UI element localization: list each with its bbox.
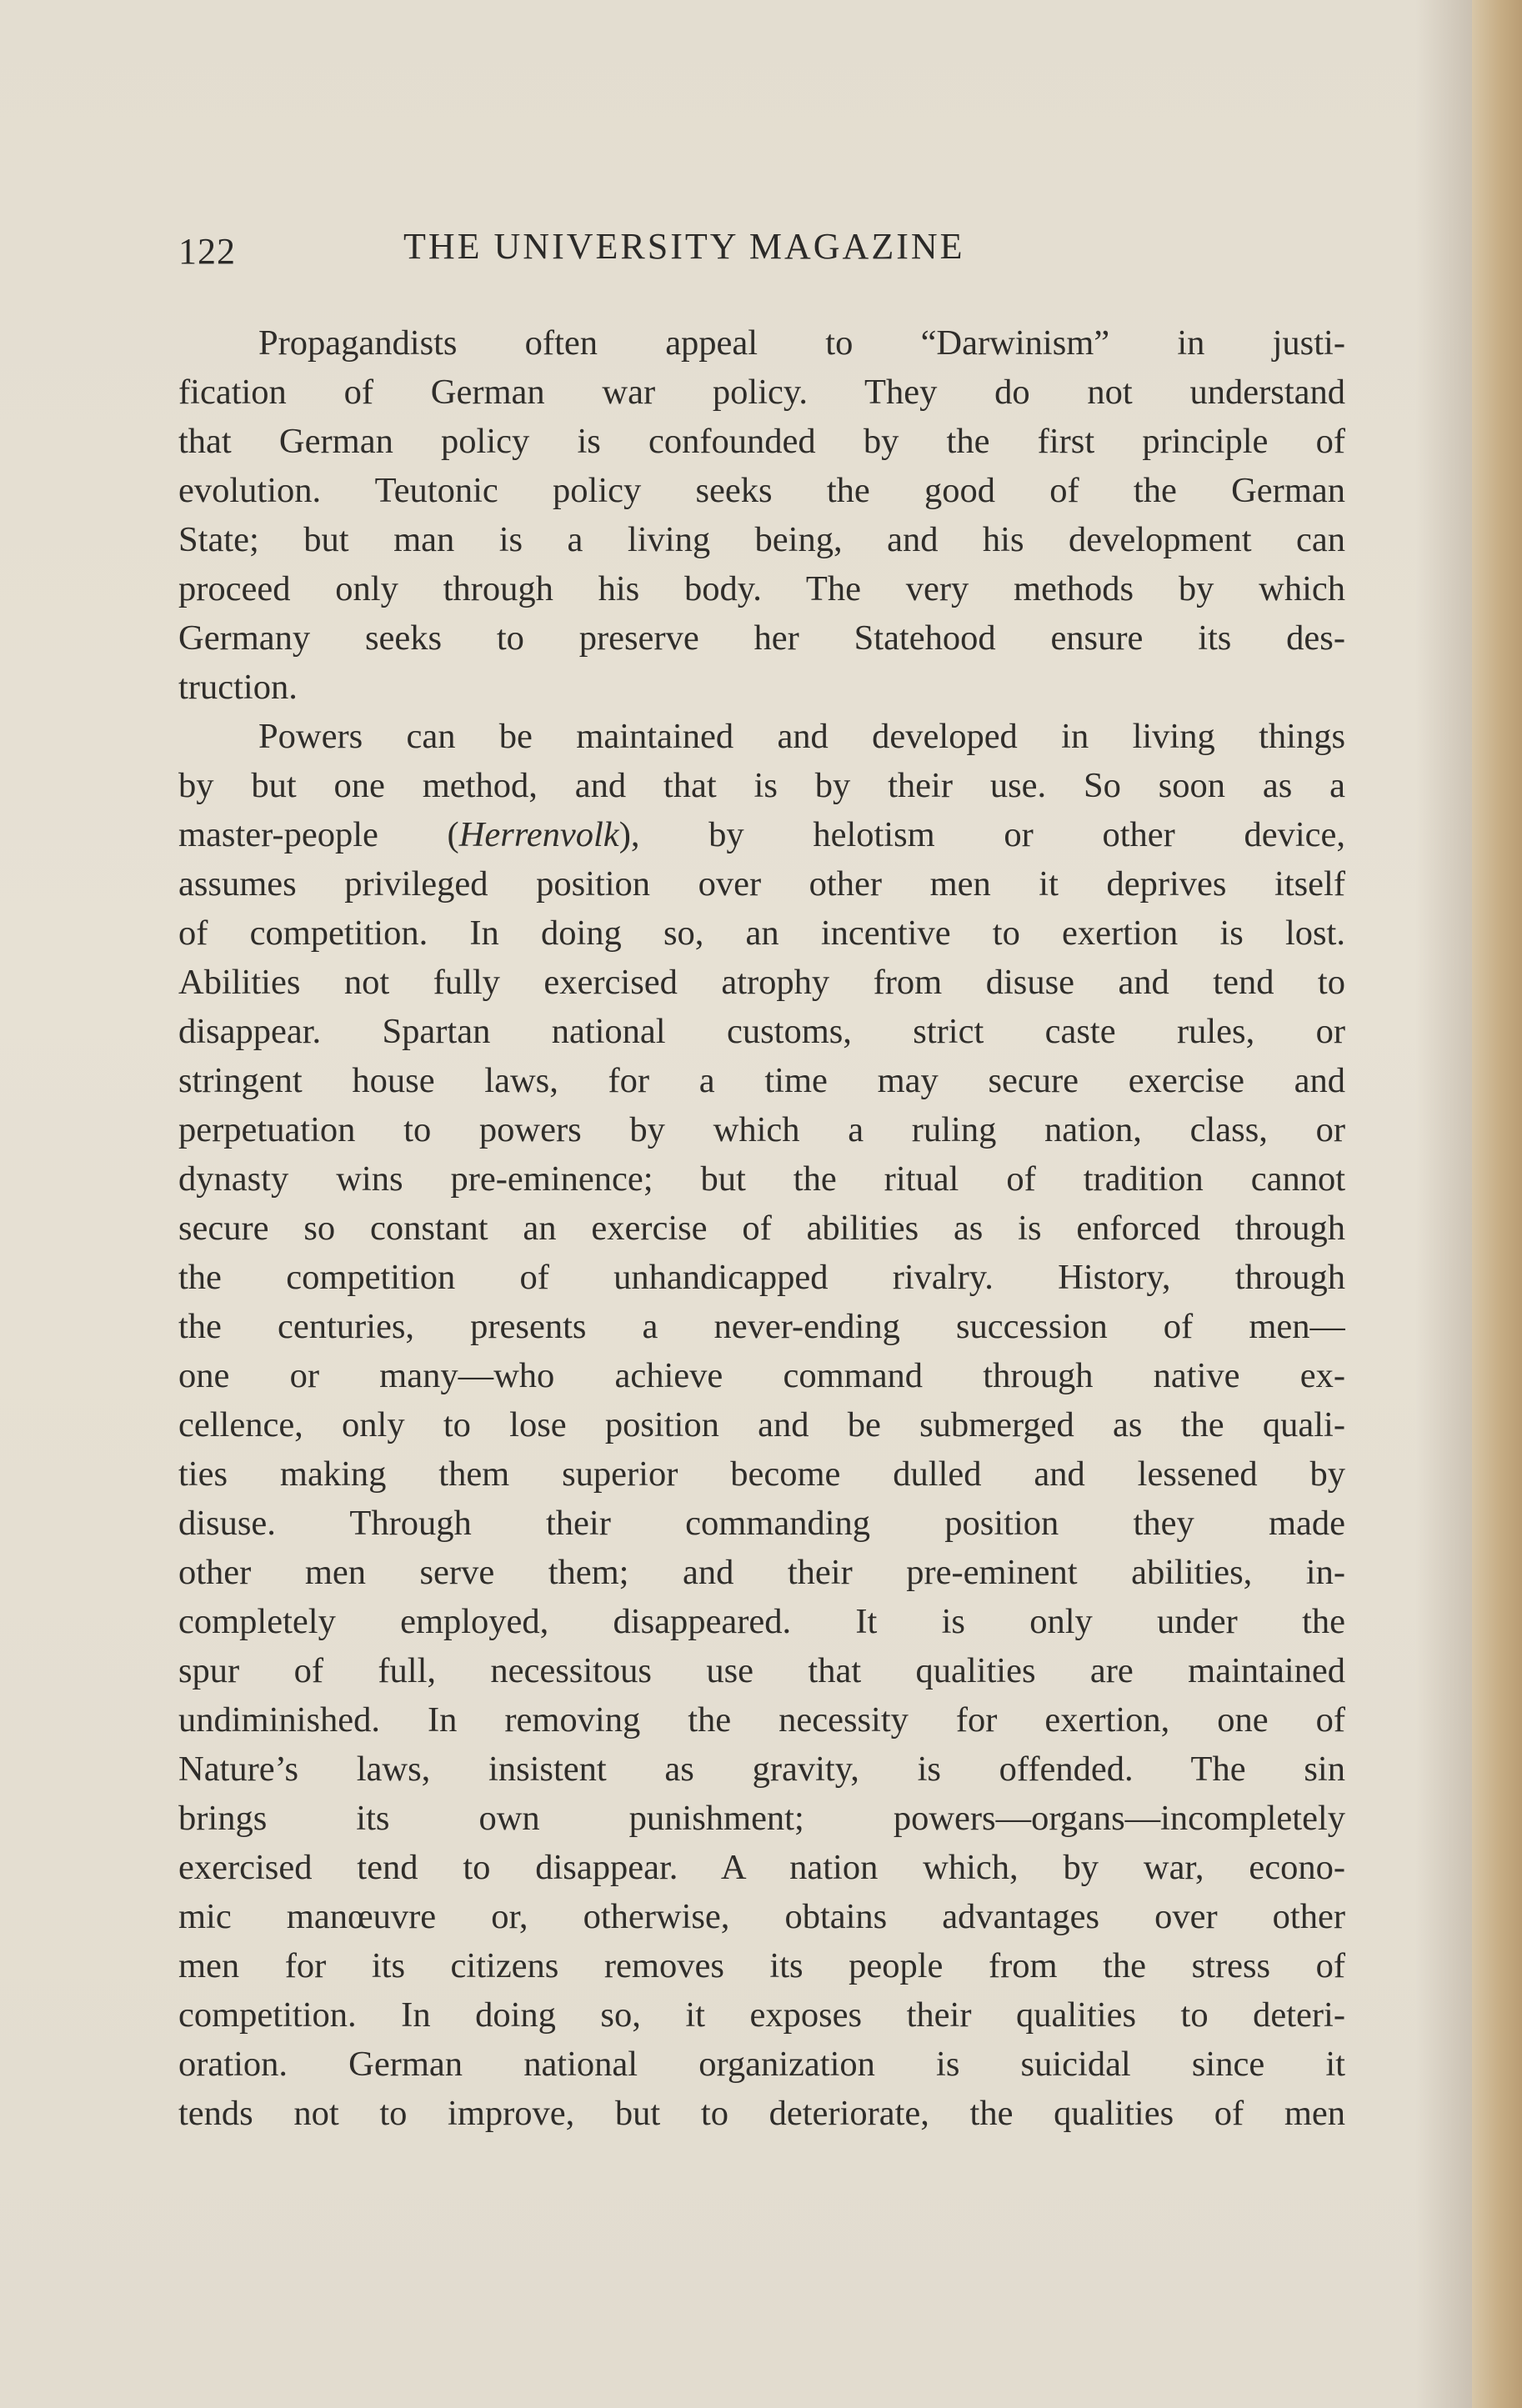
- text-line: Germany seeks to preserve her Statehood ensure its des-: [178, 618, 1345, 658]
- text-line: tends not to improve, but to deteriorate, the qualities of men: [178, 2094, 1345, 2133]
- text-segment: master-people (: [178, 815, 459, 854]
- text-line: stringent house laws, for a time may secure exercise and: [178, 1061, 1345, 1100]
- text-line: secure so constant an exercise of abilities as is enforced through: [178, 1209, 1345, 1248]
- text-line: truction.: [178, 668, 298, 707]
- text-line: Powers can be maintained and developed in living things: [258, 717, 1345, 756]
- text-line: one or many—who achieve command through native ex-: [178, 1356, 1345, 1395]
- text-line-with-italic: [178, 810, 1345, 859]
- text-line: disuse. Through their commanding position they made: [178, 1504, 1345, 1543]
- text-line: dynasty wins pre-eminence; but the ritual of tradition cannot: [178, 1159, 1345, 1199]
- text-line: Nature’s laws, insistent as gravity, is offended. The sin: [178, 1750, 1345, 1789]
- text-line: the centuries, presents a never-ending succession of men—: [178, 1307, 1345, 1346]
- running-head: THE UNIVERSITY MAGAZINE: [403, 226, 965, 267]
- body-text: [178, 318, 1345, 2138]
- text-line: other men serve them; and their pre-eminent abilities, in-: [178, 1553, 1345, 1592]
- text-line: the competition of unhandicapped rivalry. History, through: [178, 1258, 1345, 1297]
- text-line: brings its own punishment; powers—organs—incompletely: [178, 1799, 1345, 1838]
- text-line: perpetuation to powers by which a ruling nation, class, or: [178, 1110, 1345, 1149]
- text-line: ties making them superior become dulled and lessened by: [178, 1454, 1345, 1494]
- text-line: Propagandists often appeal to “Darwinism” in justi-: [258, 323, 1345, 363]
- italic-term: Herrenvolk: [458, 815, 619, 854]
- text-line: completely employed, disappeared. It is only under the: [178, 1602, 1345, 1641]
- text-line: Abilities not fully exercised atrophy from disuse and tend to: [178, 963, 1345, 1002]
- text-line: exercised tend to disappear. A nation which, by war, econo-: [178, 1848, 1345, 1887]
- text-line: evolution. Teutonic policy seeks the good of the German: [178, 471, 1345, 510]
- text-line: disappear. Spartan national customs, strict caste rules, or: [178, 1012, 1345, 1051]
- text-line: cellence, only to lose position and be submerged as the quali-: [178, 1405, 1345, 1444]
- text-line: assumes privileged position over other men it deprives itself: [178, 864, 1345, 904]
- text-line: mic manœuvre or, otherwise, obtains advantages over other: [178, 1897, 1345, 1936]
- text-line: fication of German war policy. They do not understand: [178, 373, 1345, 412]
- text-line: competition. In doing so, it exposes their qualities to deteri-: [178, 1995, 1345, 2035]
- page-number: 122: [178, 231, 236, 272]
- text-line: State; but man is a living being, and his development can: [178, 520, 1345, 559]
- page-gutter-shadow: [1472, 0, 1522, 2408]
- text-line: spur of full, necessitous use that qualities are maintained: [178, 1651, 1345, 1690]
- text-line: men for its citizens removes its people from the stress of: [178, 1946, 1345, 1985]
- text-line: that German policy is confounded by the first principle of: [178, 422, 1345, 461]
- text-line: of competition. In doing so, an incentive to exertion is lost.: [178, 914, 1345, 953]
- text-segment: ), by helotism or other device,: [618, 815, 1345, 854]
- text-line: proceed only through his body. The very methods by which: [178, 569, 1345, 608]
- text-line: by but one method, and that is by their use. So soon as a: [178, 766, 1345, 805]
- page-header: [178, 223, 1362, 282]
- text-line: undiminished. In removing the necessity for exertion, one of: [178, 1700, 1345, 1740]
- text-line: oration. German national organization is suicidal since it: [178, 2045, 1345, 2084]
